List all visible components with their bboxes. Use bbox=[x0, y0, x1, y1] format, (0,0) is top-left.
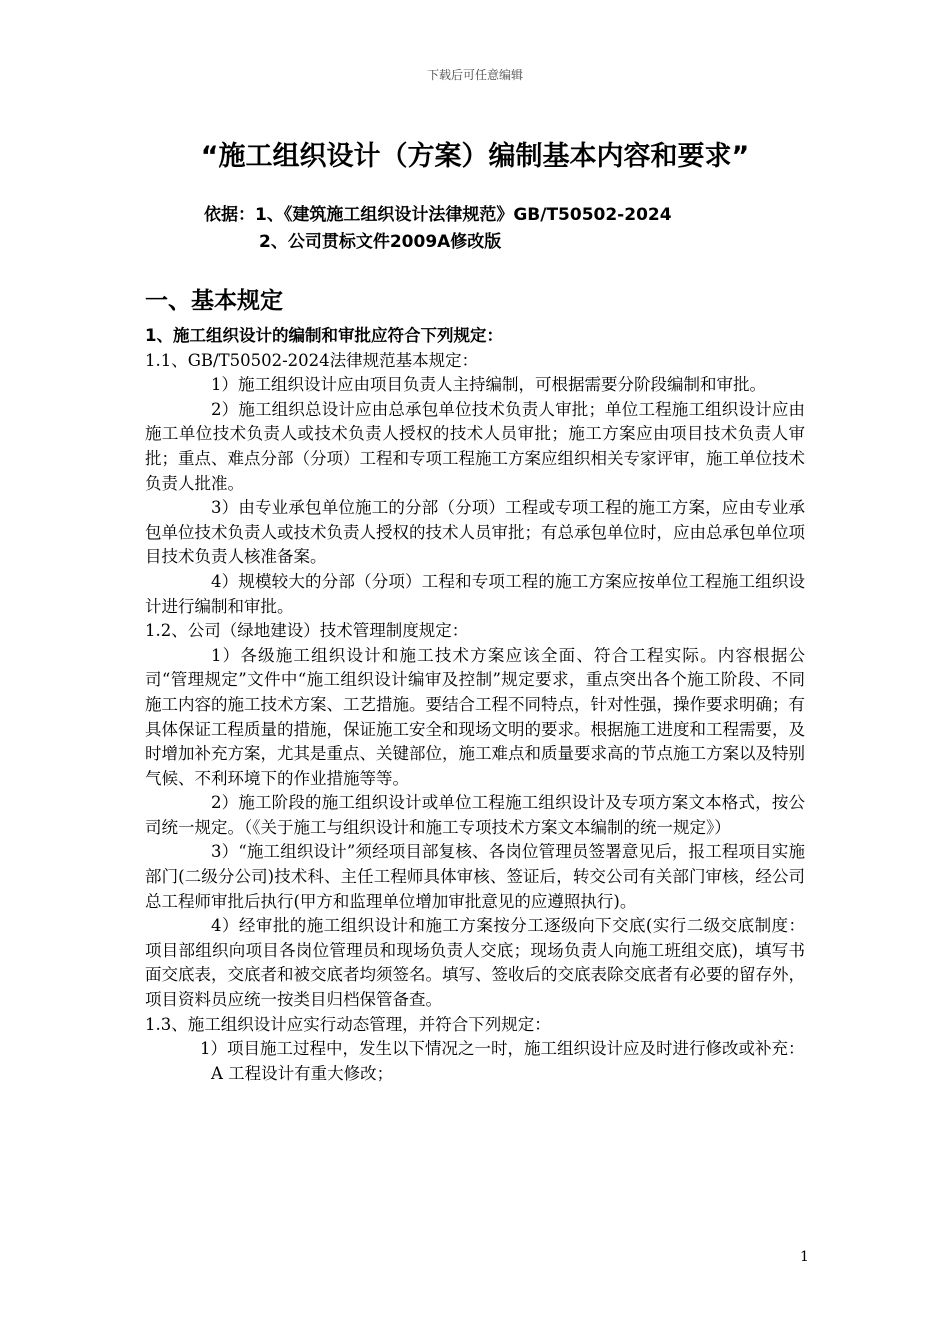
header-note: 下载后可任意编辑 bbox=[426, 68, 523, 82]
document-title: “施工组织设计（方案）编制基本内容和要求” bbox=[200, 141, 750, 172]
paragraph-1-3-a: A 工程设计有重大修改； bbox=[211, 1063, 394, 1083]
subsection-1-3: 1.3、施工组织设计应实行动态管理，并符合下列规定： bbox=[145, 1014, 551, 1034]
paragraph-1-2-1: 1）各级施工组织设计和施工技术方案应该全面、符合工程实际。内容根据公司“管理规定”文件中“施工组织设计编审及控制”规定要求，重点突出各个施工阶段、不同施工内容的施工技术方案、工艺措施。要结合工程不同特点，针对性强，操作要求明确；有具体保证工程质量的措施，保证施工安全和现场文明的要求。根据施工进度和工程需要，及时增加补充方案，尤其是重点、关键部位，施工难点和质量要求高的节点施工方案以及特别气候、不利环境下的作业措施等等。 bbox=[145, 645, 805, 788]
paragraph-1-3-1: 1）项目施工过程中，发生以下情况之一时，施工组织设计应及时进行修改或补充： bbox=[200, 1039, 805, 1059]
basis-line-1: 依据：1、《建筑施工组织设计法律规范》GB/T50502-2024 bbox=[204, 205, 672, 225]
paragraph-1-2-3: 3）“施工组织设计”须经项目部复核、各岗位管理员签署意见后，报工程项目实施部门(二级分公司)技术科、主任工程师具体审核、签证后，转交公司有关部门审核，经公司总工程师审批后执行(甲方和监理单位增加审批意见的应遵照执行)。 bbox=[145, 842, 805, 911]
paragraph-1-1-3: 3）由专业承包单位施工的分部（分项）工程或专项工程的施工方案，应由专业承包单位技术负责人或技术负责人授权的技术人员审批；有总承包单位时，应由总承包单位项目技术负责人核准备案。 bbox=[145, 498, 805, 567]
paragraph-1-2-4: 4）经审批的施工组织设计和施工方案按分工逐级向下交底(实行二级交底制度：项目部组织向项目各岗位管理员和现场负责人交底；现场负责人向施工班组交底)，填写书面交底表，交底者和被交底者均须签名。填写、签收后的交底表除交底者有必要的留存外，项目资料员应统一按类目归档保管备查。 bbox=[145, 916, 805, 1010]
paragraph-1-1-4: 4）规模较大的分部（分项）工程和专项工程的施工方案应按单位工程施工组织设计进行编制和审批。 bbox=[145, 571, 805, 616]
section-heading: 一、基本规定 bbox=[145, 288, 283, 314]
basis-block bbox=[204, 202, 672, 256]
paragraph-1-2-2: 2）施工阶段的施工组织设计或单位工程施工组织设计及专项方案文本格式，按公司统一规定。（《关于施工与组织设计和施工专项技术方案文本编制的统一规定》） bbox=[145, 793, 805, 837]
rule-heading: 1、施工组织设计的编制和审批应符合下列规定： bbox=[145, 326, 503, 345]
subsection-1-2: 1.2、公司（绿地建设）技术管理制度规定： bbox=[145, 621, 469, 641]
subsection-1-1: 1.1、GB/T50502-2024法律规范基本规定： bbox=[145, 350, 479, 370]
paragraph-1-1-2: 2）施工组织总设计应由总承包单位技术负责人审批；单位工程施工组织设计应由施工单位技术负责人或技术负责人授权的技术人员审批；施工方案应由项目技术负责人审批；重点、难点分部（分项）工程和专项工程施工方案应组织相关专家评审，施工单位技术负责人批准。 bbox=[145, 399, 805, 493]
page-number: 1 bbox=[800, 1249, 809, 1265]
body-content bbox=[145, 324, 805, 1086]
basis-line-2: 2、公司贯标文件2009A修改版 bbox=[259, 232, 502, 252]
paragraph-1-1-1: 1）施工组织设计应由项目负责人主持编制，可根据需要分阶段编制和审批。 bbox=[211, 375, 766, 395]
